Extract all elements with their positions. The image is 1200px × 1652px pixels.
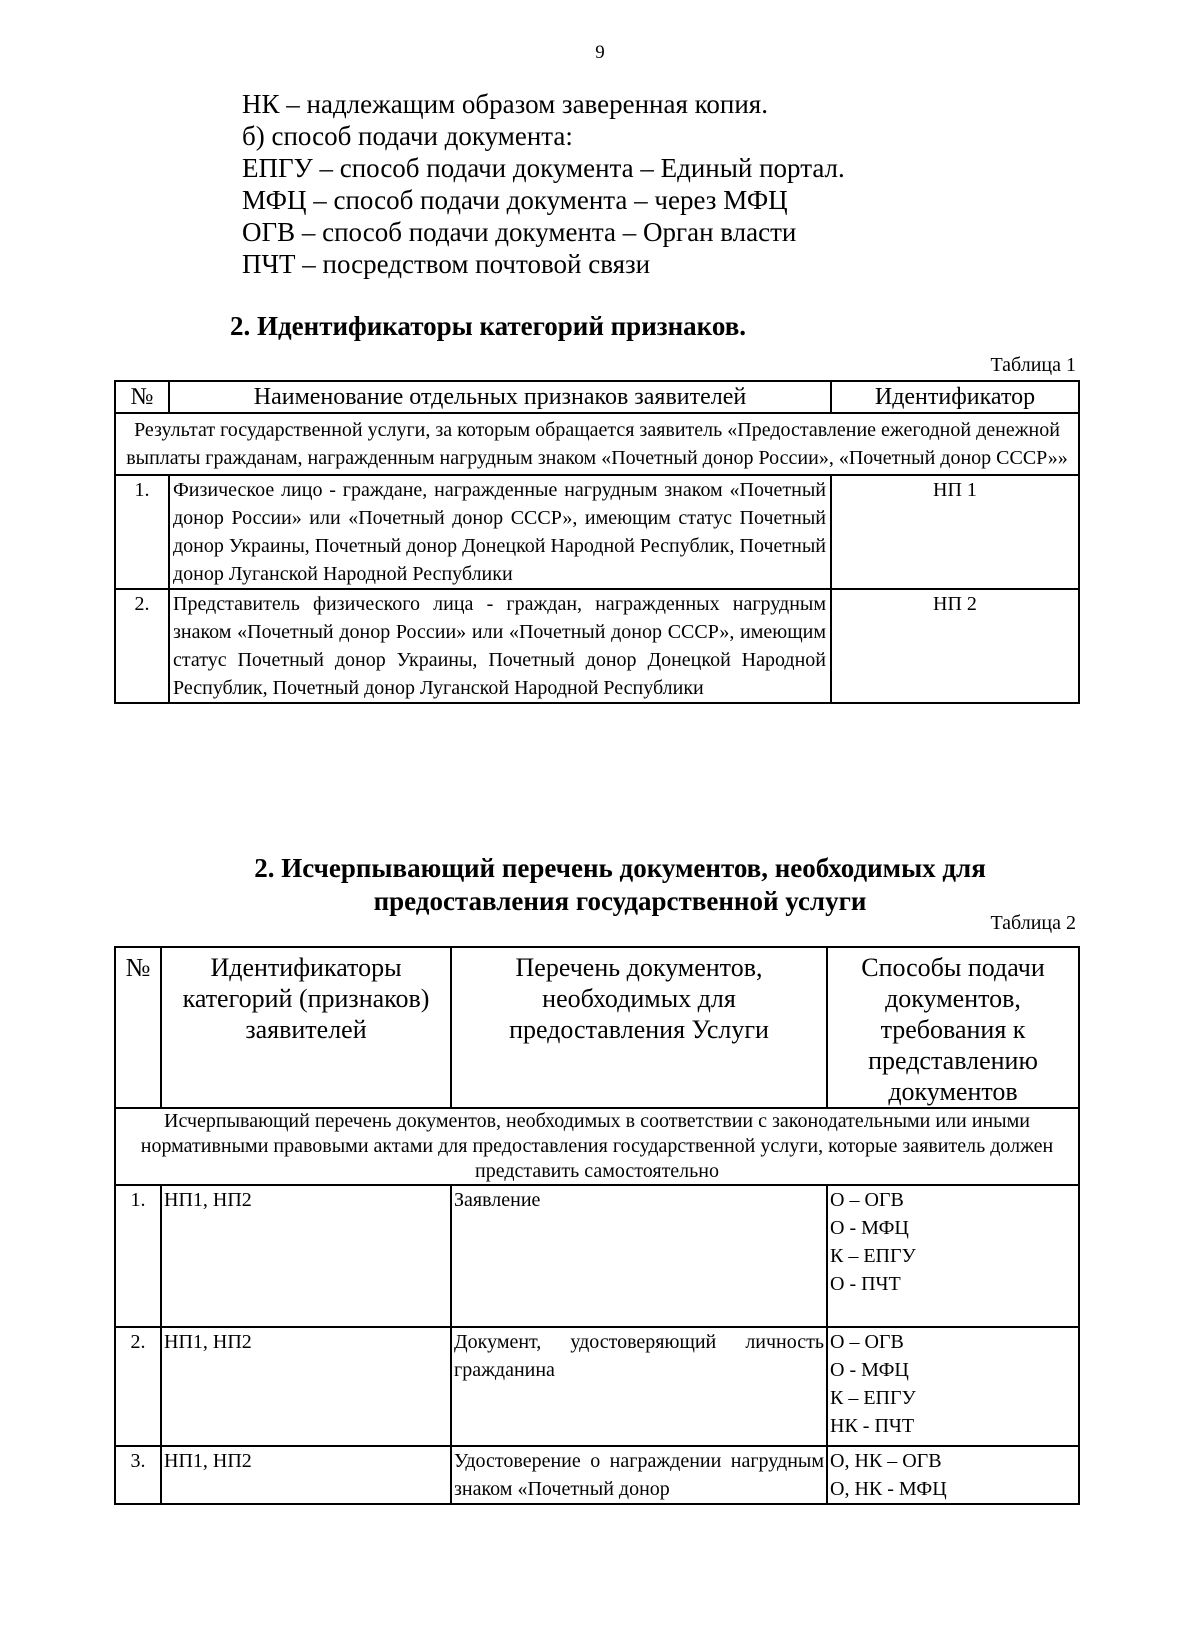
method-line: О - МФЦ <box>830 1359 909 1381</box>
method-line: О – ОГВ <box>830 1189 904 1211</box>
page-number: 9 <box>595 42 605 63</box>
section-heading: 2. Исчерпывающий перечень документов, необходимых для предоставления государственной услуги <box>254 853 986 916</box>
table-group-row <box>115 1108 1079 1185</box>
method-line: О – ОГВ <box>830 1331 904 1353</box>
legend-line: ПЧТ – посредством почтовой связи <box>242 249 651 279</box>
row-identifiers: НП1, НП2 <box>161 1185 451 1327</box>
row-description: Представитель физического лица - граждан, награжденных нагрудным знаком «Почетный донор России» или «Почетный донор СССР», имеющим статус Почетный донор Украины, Почетный донор Донецкой Народной Республик, Почетный донор Луганской Народной Республики <box>169 589 831 703</box>
row-document: Заявление <box>451 1185 827 1327</box>
row-methods <box>827 1327 1079 1446</box>
method-line: К – ЕПГУ <box>830 1245 916 1267</box>
row-methods <box>827 1446 1079 1504</box>
row-number: 2. <box>115 1327 161 1446</box>
row-description: Физическое лицо - граждане, награжденные нагрудным знаком «Почетный донор России» или «Почетный донор СССР», имеющим статус Почетный донор Украины, Почетный донор Донецкой Народной Республик, Почетный донор Луганской Народной Республики <box>169 475 831 589</box>
column-header: № <box>115 381 169 413</box>
legend-line: б) способ подачи документа: <box>242 121 573 151</box>
table-caption: Таблица 2 <box>990 912 1076 934</box>
row-number: 3. <box>115 1446 161 1504</box>
documents-table <box>114 946 1080 1505</box>
table-row <box>115 1185 1079 1327</box>
row-document: Документ, удостоверяющий личность гражданина <box>451 1327 827 1446</box>
row-identifier: НП 2 <box>831 589 1079 703</box>
row-document: Удостоверение о награждении нагрудным знаком «Почетный донор <box>451 1446 827 1504</box>
legend-line: МФЦ – способ подачи документа – через МФЦ <box>242 185 788 215</box>
table-header-row <box>115 381 1079 413</box>
method-line: К – ЕПГУ <box>830 1387 916 1409</box>
row-methods <box>827 1185 1079 1327</box>
table-row <box>115 589 1079 703</box>
row-identifier: НП 1 <box>831 475 1079 589</box>
method-line: О, НК - МФЦ <box>830 1478 947 1500</box>
table-header-row <box>115 947 1079 1108</box>
column-header: Идентификатор <box>831 381 1079 413</box>
row-number: 1. <box>115 475 169 589</box>
table-caption: Таблица 1 <box>990 354 1076 376</box>
legend-line: НК – надлежащим образом заверенная копия. <box>242 89 768 119</box>
column-header: Идентификаторы категорий (признаков) заявителей <box>161 947 451 1108</box>
method-line: О, НК – ОГВ <box>830 1450 942 1472</box>
section-heading: 2. Идентификаторы категорий признаков. <box>230 311 747 341</box>
table-row <box>115 1327 1079 1446</box>
method-line: НК - ПЧТ <box>830 1415 915 1437</box>
method-line: О - МФЦ <box>830 1217 909 1239</box>
row-number: 1. <box>115 1185 161 1327</box>
table-group-row <box>115 413 1079 475</box>
table-row <box>115 475 1079 589</box>
abbreviation-legend <box>242 88 845 280</box>
method-line: О - ПЧТ <box>830 1273 901 1295</box>
legend-line: ОГВ – способ подачи документа – Орган власти <box>242 217 797 247</box>
identifiers-table <box>114 380 1080 704</box>
row-identifiers: НП1, НП2 <box>161 1446 451 1504</box>
column-header: Перечень документов, необходимых для предоставления Услуги <box>451 947 827 1108</box>
column-header: № <box>115 947 161 1108</box>
row-identifiers: НП1, НП2 <box>161 1327 451 1446</box>
table-row <box>115 1446 1079 1504</box>
row-number: 2. <box>115 589 169 703</box>
legend-line: ЕПГУ – способ подачи документа – Единый портал. <box>242 153 845 183</box>
column-header: Способы подачи документов, требования к представлению документов <box>827 947 1079 1108</box>
column-header: Наименование отдельных признаков заявителей <box>169 381 831 413</box>
group-cell: Исчерпывающий перечень документов, необходимых в соответствии с законодательными или иными нормативными правовыми актами для предоставления государственной услуги, которые заявитель должен представить самостоятельно <box>115 1108 1079 1185</box>
group-cell: Результат государственной услуги, за которым обращается заявитель «Предоставление ежегодной денежной выплаты гражданам, награжденным нагрудным знаком «Почетный донор России», «Почетный донор СССР»» <box>115 413 1079 475</box>
